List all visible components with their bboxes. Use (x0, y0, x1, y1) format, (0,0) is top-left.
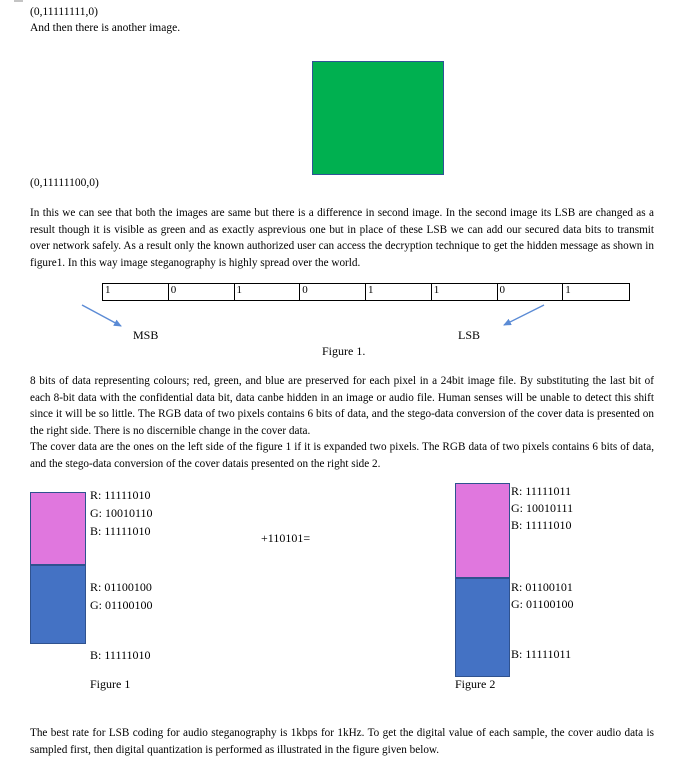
figure1-b1-label: B: 11111010 (90, 524, 151, 538)
figure1-g1-label: G: 10010110 (90, 506, 153, 520)
figure2-b2-label: B: 11111011 (511, 647, 572, 661)
figure1-b2-label: B: 11111010 (90, 648, 151, 662)
bit-register-table (102, 283, 630, 301)
figure2-r2-label: R: 01100101 (511, 580, 573, 594)
figure2-b1-label: B: 11111010 (511, 518, 572, 532)
stego-green-image (312, 61, 444, 175)
body-paragraph-1: In this we can see that both the images are same but there is a difference in second image. In the second image its LSB are changed as a result though it is visible as green and as exactly asprevious one but in place of these LSB we can add our secured data bits to transmit over network safely. As a result only the known authorized user can access the decryption technique to get the hidden message as shown in figure1. In this way image steganography is highly spread over the world. (30, 207, 654, 269)
bit-cell: 0 (300, 284, 366, 300)
figure2-caption: Figure 2 (455, 677, 496, 691)
figure2-top-pixel (455, 483, 510, 578)
pixel-coords-label-2: (0,11111100,0) (30, 177, 99, 189)
msb-label: MSB (133, 328, 159, 342)
figure1-caption: Figure 1 (90, 677, 131, 691)
figure2-g2-label: G: 01100100 (511, 597, 574, 611)
figure1-r2-label: R: 01100100 (90, 580, 152, 594)
closing-paragraph: The best rate for LSB coding for audio steganography is 1kbps for 1kHz. To get the digital value of each sample, the cover audio data is sampled first, then digital quantization is performed as illustrated in the figure given below. (30, 727, 654, 756)
figure1-r1-label: R: 11111010 (90, 488, 151, 502)
figure2-r1-label: R: 11111011 (511, 484, 572, 498)
page-edge-artifact (14, 0, 23, 2)
figure1-g2-label: G: 01100100 (90, 598, 153, 612)
body-paragraph-2: 8 bits of data representing colours; red, green, and blue are preserved for each pixel in a 24bit image file. By substituting the last bit of each 8-bit data with the confidential data bit, data canbe hidden in an image or audio file. Human senses will be unable to detect this shift since it will be so little. The RGB data of two pixels contains 6 bits of data, and the stego-data conversion of the cover data is presented on the right side. There is no discernible change in the cover data. (30, 375, 654, 437)
bit-cell: 1 (432, 284, 498, 300)
bit-register-caption: Figure 1. (322, 344, 366, 358)
bit-cell: 0 (169, 284, 235, 300)
bit-cell: 0 (498, 284, 564, 300)
figure1-bottom-pixel (30, 565, 86, 644)
body-paragraph-block (30, 373, 654, 473)
lsb-label: LSB (458, 328, 481, 342)
body-paragraph-3: The cover data are the ones on the left side of the figure 1 if it is expanded two pixels. The RGB data of two pixels contains 6 bits of data, and the stego-data conversion of the cover datais presented on the right side 2. (30, 441, 654, 470)
bit-cell: 1 (366, 284, 432, 300)
lsb-arrow-icon (504, 305, 544, 325)
bit-cell: 1 (565, 284, 571, 296)
bit-cell: 1 (235, 284, 301, 300)
bit-cell: 1 (103, 284, 169, 300)
figure1-top-pixel (30, 492, 86, 565)
stego-operation-label: +110101= (261, 531, 311, 545)
intro-sentence: And then there is another image. (30, 22, 181, 34)
figure2-g1-label: G: 10010111 (511, 501, 574, 515)
figure2-bottom-pixel (455, 578, 510, 677)
msb-arrow-icon (82, 305, 121, 326)
pixel-coords-label-1: (0,11111111,0) (30, 6, 98, 18)
